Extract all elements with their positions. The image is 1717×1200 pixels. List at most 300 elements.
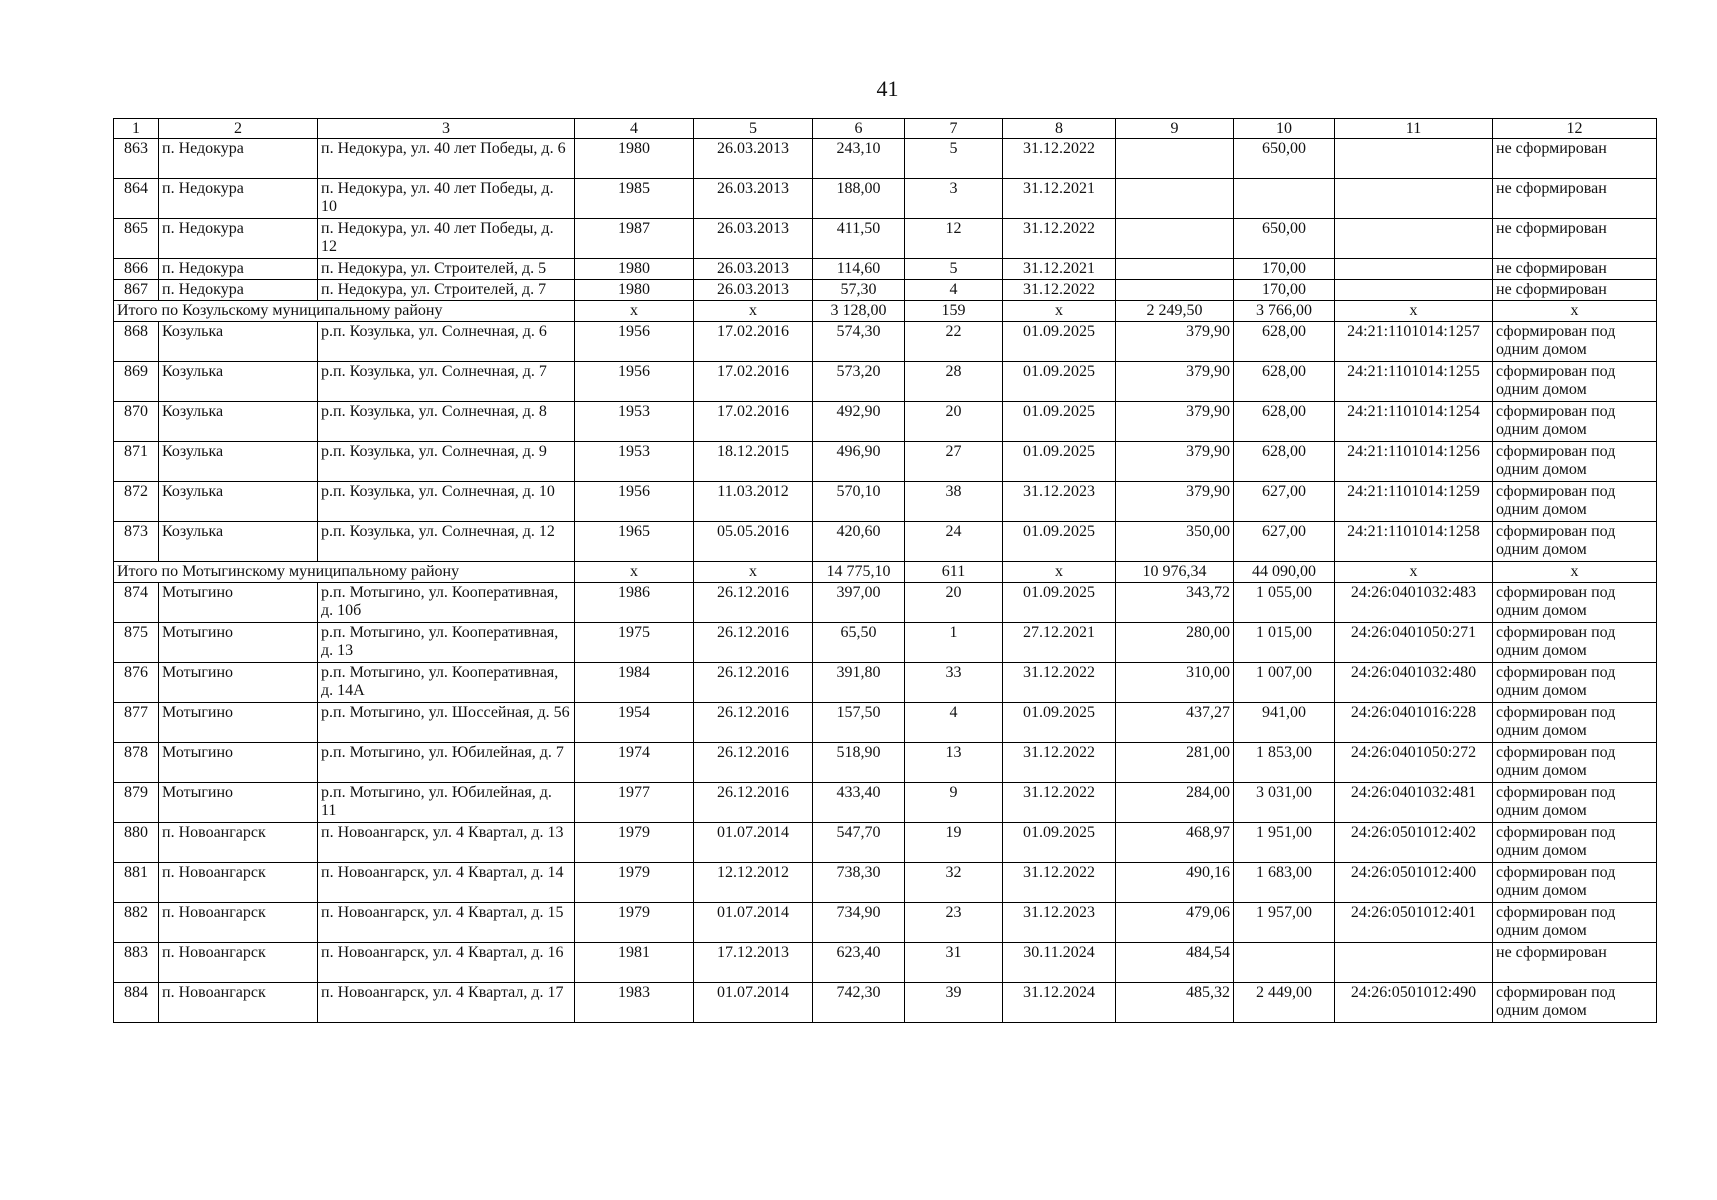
table-cell: 24:26:0401016:228 xyxy=(1335,703,1493,743)
table-cell: 1979 xyxy=(575,903,694,943)
table-cell: 19 xyxy=(905,823,1003,863)
table-cell: п. Недокура xyxy=(159,259,318,280)
table-cell: 518,90 xyxy=(813,743,905,783)
table-cell: п. Новоангарск xyxy=(159,943,318,983)
table-cell: 628,00 xyxy=(1234,402,1335,442)
table-cell: 26.03.2013 xyxy=(694,179,813,219)
table-cell: 114,60 xyxy=(813,259,905,280)
table-cell: 18.12.2015 xyxy=(694,442,813,482)
total-cell: 159 xyxy=(905,301,1003,322)
table-cell: 24:26:0401050:272 xyxy=(1335,743,1493,783)
table-cell: п. Новоангарск, ул. 4 Квартал, д. 17 xyxy=(318,983,575,1023)
table-cell: 1 957,00 xyxy=(1234,903,1335,943)
table-cell: сформирован под одним домом xyxy=(1493,442,1657,482)
table-cell: 738,30 xyxy=(813,863,905,903)
table-cell: 38 xyxy=(905,482,1003,522)
table-cell: 880 xyxy=(114,823,159,863)
table-cell: 33 xyxy=(905,663,1003,703)
table-cell: 24:21:1101014:1258 xyxy=(1335,522,1493,562)
table-cell: 866 xyxy=(114,259,159,280)
table-cell: сформирован под одним домом xyxy=(1493,322,1657,362)
table-cell: 3 031,00 xyxy=(1234,783,1335,823)
total-cell: х xyxy=(575,301,694,322)
total-cell: х xyxy=(1493,301,1657,322)
total-cell: х xyxy=(694,562,813,583)
total-cell: х xyxy=(1003,301,1116,322)
table-cell: п. Новоангарск xyxy=(159,903,318,943)
table-cell: 411,50 xyxy=(813,219,905,259)
table-cell: 05.05.2016 xyxy=(694,522,813,562)
table-cell: сформирован под одним домом xyxy=(1493,863,1657,903)
table-cell: 1953 xyxy=(575,402,694,442)
table-cell: 31.12.2022 xyxy=(1003,863,1116,903)
table-cell: 39 xyxy=(905,983,1003,1023)
table-cell: п. Недокура xyxy=(159,280,318,301)
table-cell: 31.12.2022 xyxy=(1003,280,1116,301)
table-cell: 01.09.2025 xyxy=(1003,522,1116,562)
table-cell: п. Недокура, ул. 40 лет Победы, д. 6 xyxy=(318,139,575,179)
table-cell: 01.07.2014 xyxy=(694,983,813,1023)
table-cell: 31 xyxy=(905,943,1003,983)
table-cell: 26.03.2013 xyxy=(694,139,813,179)
table-cell: 01.09.2025 xyxy=(1003,823,1116,863)
table-cell: 863 xyxy=(114,139,159,179)
table-row xyxy=(114,863,1657,903)
table-cell: 24 xyxy=(905,522,1003,562)
table-cell xyxy=(1116,259,1234,280)
table-cell: 1984 xyxy=(575,663,694,703)
table-cell: 31.12.2021 xyxy=(1003,179,1116,219)
table-cell: Козулька xyxy=(159,442,318,482)
table-row xyxy=(114,583,1657,623)
table-cell: 627,00 xyxy=(1234,522,1335,562)
table-cell: 3 xyxy=(905,179,1003,219)
table-cell: р.п. Мотыгино, ул. Кооперативная, д. 13 xyxy=(318,623,575,663)
total-cell: х xyxy=(1493,562,1657,583)
table-cell: 496,90 xyxy=(813,442,905,482)
table-cell: 1954 xyxy=(575,703,694,743)
table-cell: Мотыгино xyxy=(159,663,318,703)
table-cell: 865 xyxy=(114,219,159,259)
total-cell: 10 976,34 xyxy=(1116,562,1234,583)
table-cell: 485,32 xyxy=(1116,983,1234,1023)
table-cell: 170,00 xyxy=(1234,280,1335,301)
table-cell: 379,90 xyxy=(1116,322,1234,362)
total-cell: 3 128,00 xyxy=(813,301,905,322)
table-cell: 26.12.2016 xyxy=(694,783,813,823)
table-cell: 24:26:0501012:402 xyxy=(1335,823,1493,863)
total-cell: 44 090,00 xyxy=(1234,562,1335,583)
table-cell: 20 xyxy=(905,402,1003,442)
table-cell: 492,90 xyxy=(813,402,905,442)
table-cell: 1975 xyxy=(575,623,694,663)
total-cell: 14 775,10 xyxy=(813,562,905,583)
table-cell: 871 xyxy=(114,442,159,482)
table-cell: 26.12.2016 xyxy=(694,703,813,743)
table-cell: 350,00 xyxy=(1116,522,1234,562)
table-row xyxy=(114,259,1657,280)
table-row xyxy=(114,823,1657,863)
table-cell: 281,00 xyxy=(1116,743,1234,783)
table-cell: 32 xyxy=(905,863,1003,903)
table-cell: р.п. Мотыгино, ул. Кооперативная, д. 14А xyxy=(318,663,575,703)
table-cell: 875 xyxy=(114,623,159,663)
header-row xyxy=(114,119,1657,139)
table-cell: 343,72 xyxy=(1116,583,1234,623)
table-cell: р.п. Козулька, ул. Солнечная, д. 7 xyxy=(318,362,575,402)
table-cell: 65,50 xyxy=(813,623,905,663)
table-cell: Мотыгино xyxy=(159,743,318,783)
table-cell: п. Недокура, ул. Строителей, д. 7 xyxy=(318,280,575,301)
table-cell: 391,80 xyxy=(813,663,905,703)
table-row xyxy=(114,903,1657,943)
table-cell xyxy=(1234,179,1335,219)
table-cell: не сформирован xyxy=(1493,259,1657,280)
table-cell: Мотыгино xyxy=(159,703,318,743)
table-cell: п. Новоангарск xyxy=(159,823,318,863)
table-cell: 170,00 xyxy=(1234,259,1335,280)
table-cell: 24:21:1101014:1259 xyxy=(1335,482,1493,522)
table-cell: Козулька xyxy=(159,322,318,362)
table-cell: 17.02.2016 xyxy=(694,362,813,402)
table-cell: р.п. Мотыгино, ул. Юбилейная, д. 11 xyxy=(318,783,575,823)
table-cell xyxy=(1335,259,1493,280)
table-cell: 1980 xyxy=(575,139,694,179)
table-cell: 547,70 xyxy=(813,823,905,863)
table-cell: 1 683,00 xyxy=(1234,863,1335,903)
table-cell: 881 xyxy=(114,863,159,903)
table-cell: 1 xyxy=(905,623,1003,663)
table-cell: 01.09.2025 xyxy=(1003,402,1116,442)
table-cell: 12 xyxy=(905,219,1003,259)
table-cell: 734,90 xyxy=(813,903,905,943)
housing-table xyxy=(113,118,1657,1023)
table-row xyxy=(114,663,1657,703)
table-cell: 873 xyxy=(114,522,159,562)
column-header: 11 xyxy=(1335,119,1493,139)
table-cell: 1983 xyxy=(575,983,694,1023)
table-cell: п. Новоангарск, ул. 4 Квартал, д. 13 xyxy=(318,823,575,863)
table-cell: 24:26:0401032:480 xyxy=(1335,663,1493,703)
table-cell: 650,00 xyxy=(1234,219,1335,259)
total-cell: 611 xyxy=(905,562,1003,583)
table-cell: 883 xyxy=(114,943,159,983)
table-cell: п. Недокура xyxy=(159,219,318,259)
table-row xyxy=(114,219,1657,259)
total-label: Итого по Мотыгинскому муниципальному району xyxy=(114,562,575,583)
table-cell: 157,50 xyxy=(813,703,905,743)
table-cell: 26.03.2013 xyxy=(694,280,813,301)
table-cell: 868 xyxy=(114,322,159,362)
table-cell xyxy=(1116,219,1234,259)
table-cell: 5 xyxy=(905,139,1003,179)
column-header: 7 xyxy=(905,119,1003,139)
table-row xyxy=(114,362,1657,402)
total-cell: х xyxy=(1335,301,1493,322)
table-row xyxy=(114,943,1657,983)
column-header: 2 xyxy=(159,119,318,139)
table-cell: п. Новоангарск, ул. 4 Квартал, д. 15 xyxy=(318,903,575,943)
table-cell: 24:26:0501012:400 xyxy=(1335,863,1493,903)
table-cell: п. Новоангарск, ул. 4 Квартал, д. 16 xyxy=(318,943,575,983)
table-cell: р.п. Мотыгино, ул. Шоссейная, д. 56 xyxy=(318,703,575,743)
table-cell: 26.12.2016 xyxy=(694,583,813,623)
column-header: 1 xyxy=(114,119,159,139)
table-cell: п. Недокура, ул. 40 лет Победы, д. 10 xyxy=(318,179,575,219)
table-cell: 1953 xyxy=(575,442,694,482)
table-cell: 12.12.2012 xyxy=(694,863,813,903)
table-cell: 742,30 xyxy=(813,983,905,1023)
table-cell: 01.09.2025 xyxy=(1003,362,1116,402)
table-cell: сформирован под одним домом xyxy=(1493,783,1657,823)
table-cell xyxy=(1234,943,1335,983)
district-total-row xyxy=(114,562,1657,583)
table-cell: 26.12.2016 xyxy=(694,743,813,783)
table-cell: 01.09.2025 xyxy=(1003,703,1116,743)
total-cell: х xyxy=(694,301,813,322)
table-cell: 27.12.2021 xyxy=(1003,623,1116,663)
table-cell: 484,54 xyxy=(1116,943,1234,983)
table-cell xyxy=(1335,179,1493,219)
table-cell: 379,90 xyxy=(1116,362,1234,402)
table-cell: 31.12.2023 xyxy=(1003,482,1116,522)
table-cell: не сформирован xyxy=(1493,219,1657,259)
table-cell: 31.12.2022 xyxy=(1003,139,1116,179)
table-row xyxy=(114,703,1657,743)
table-cell: 26.12.2016 xyxy=(694,623,813,663)
table-cell: Козулька xyxy=(159,362,318,402)
table-row xyxy=(114,442,1657,482)
table-cell: 4 xyxy=(905,703,1003,743)
table-row xyxy=(114,623,1657,663)
table-cell: 867 xyxy=(114,280,159,301)
table-cell: 24:26:0401050:271 xyxy=(1335,623,1493,663)
district-total-row xyxy=(114,301,1657,322)
table-cell: 24:26:0501012:401 xyxy=(1335,903,1493,943)
table-cell: 31.12.2022 xyxy=(1003,743,1116,783)
table-cell: не сформирован xyxy=(1493,943,1657,983)
table-cell: 01.07.2014 xyxy=(694,823,813,863)
table-cell: 628,00 xyxy=(1234,322,1335,362)
table-cell: р.п. Козулька, ул. Солнечная, д. 6 xyxy=(318,322,575,362)
table-cell: 1 015,00 xyxy=(1234,623,1335,663)
column-header: 8 xyxy=(1003,119,1116,139)
table-cell: 1987 xyxy=(575,219,694,259)
table-cell: 31.12.2023 xyxy=(1003,903,1116,943)
total-cell: 3 766,00 xyxy=(1234,301,1335,322)
table-cell: 24:21:1101014:1256 xyxy=(1335,442,1493,482)
table-cell: 17.12.2013 xyxy=(694,943,813,983)
table-row xyxy=(114,402,1657,442)
table-cell: 870 xyxy=(114,402,159,442)
table-cell: р.п. Козулька, ул. Солнечная, д. 9 xyxy=(318,442,575,482)
table-cell: 879 xyxy=(114,783,159,823)
total-cell: х xyxy=(1003,562,1116,583)
table-cell: 1 951,00 xyxy=(1234,823,1335,863)
table-cell: п. Новоангарск, ул. 4 Квартал, д. 14 xyxy=(318,863,575,903)
table-cell: 30.11.2024 xyxy=(1003,943,1116,983)
table-cell: р.п. Мотыгино, ул. Кооперативная, д. 10б xyxy=(318,583,575,623)
table-row xyxy=(114,743,1657,783)
table-cell: 1 007,00 xyxy=(1234,663,1335,703)
table-cell: 2 449,00 xyxy=(1234,983,1335,1023)
table-cell: 941,00 xyxy=(1234,703,1335,743)
table-cell: 379,90 xyxy=(1116,402,1234,442)
table-cell: 27 xyxy=(905,442,1003,482)
table-cell: 1986 xyxy=(575,583,694,623)
table-cell: сформирован под одним домом xyxy=(1493,482,1657,522)
table-cell: не сформирован xyxy=(1493,139,1657,179)
table-cell: не сформирован xyxy=(1493,280,1657,301)
table-cell: 650,00 xyxy=(1234,139,1335,179)
table-cell: 1974 xyxy=(575,743,694,783)
total-cell: 2 249,50 xyxy=(1116,301,1234,322)
table-cell: р.п. Козулька, ул. Солнечная, д. 8 xyxy=(318,402,575,442)
table-cell: сформирован под одним домом xyxy=(1493,583,1657,623)
table-cell: 284,00 xyxy=(1116,783,1234,823)
table-cell: 1977 xyxy=(575,783,694,823)
table-cell: не сформирован xyxy=(1493,179,1657,219)
table-row xyxy=(114,179,1657,219)
table-cell: 24:21:1101014:1254 xyxy=(1335,402,1493,442)
table-cell: 17.02.2016 xyxy=(694,322,813,362)
table-cell: 397,00 xyxy=(813,583,905,623)
table-cell: 627,00 xyxy=(1234,482,1335,522)
table-cell: 420,60 xyxy=(813,522,905,562)
table-cell: Мотыгино xyxy=(159,623,318,663)
table-cell: сформирован под одним домом xyxy=(1493,703,1657,743)
table-cell: 31.12.2022 xyxy=(1003,783,1116,823)
table-cell: 01.09.2025 xyxy=(1003,442,1116,482)
table-cell: 9 xyxy=(905,783,1003,823)
table-cell: 1979 xyxy=(575,863,694,903)
table-cell: 1956 xyxy=(575,482,694,522)
table-cell: 24:26:0501012:490 xyxy=(1335,983,1493,1023)
column-header: 4 xyxy=(575,119,694,139)
table-cell: сформирован под одним домом xyxy=(1493,402,1657,442)
table-cell xyxy=(1335,219,1493,259)
table-cell: Козулька xyxy=(159,402,318,442)
table-cell: 24:21:1101014:1257 xyxy=(1335,322,1493,362)
table-cell: р.п. Мотыгино, ул. Юбилейная, д. 7 xyxy=(318,743,575,783)
table-cell: 280,00 xyxy=(1116,623,1234,663)
table-cell: сформирован под одним домом xyxy=(1493,743,1657,783)
total-label: Итого по Козульскому муниципальному району xyxy=(114,301,575,322)
table-cell: 57,30 xyxy=(813,280,905,301)
table-cell: сформирован под одним домом xyxy=(1493,663,1657,703)
column-header: 3 xyxy=(318,119,575,139)
table-row xyxy=(114,482,1657,522)
table-cell: 188,00 xyxy=(813,179,905,219)
table-cell: 1 055,00 xyxy=(1234,583,1335,623)
table-cell: 20 xyxy=(905,583,1003,623)
table-cell: 468,97 xyxy=(1116,823,1234,863)
table-cell: 628,00 xyxy=(1234,442,1335,482)
table-cell: п. Новоангарск xyxy=(159,863,318,903)
table-cell: 876 xyxy=(114,663,159,703)
table-cell: 243,10 xyxy=(813,139,905,179)
table-cell: 24:26:0401032:483 xyxy=(1335,583,1493,623)
table-row xyxy=(114,522,1657,562)
table-cell: 882 xyxy=(114,903,159,943)
table-cell: сформирован под одним домом xyxy=(1493,903,1657,943)
table-cell: 1980 xyxy=(575,280,694,301)
table-cell: сформирован под одним домом xyxy=(1493,522,1657,562)
table-cell: 01.07.2014 xyxy=(694,903,813,943)
table-cell xyxy=(1116,139,1234,179)
table-cell: 24:26:0401032:481 xyxy=(1335,783,1493,823)
total-cell: х xyxy=(1335,562,1493,583)
table-cell: 24:21:1101014:1255 xyxy=(1335,362,1493,402)
table-cell: 479,06 xyxy=(1116,903,1234,943)
table-row xyxy=(114,322,1657,362)
table-cell: 864 xyxy=(114,179,159,219)
table-cell: 433,40 xyxy=(813,783,905,823)
table-cell xyxy=(1335,139,1493,179)
table-cell: Мотыгино xyxy=(159,583,318,623)
table-row xyxy=(114,139,1657,179)
table-cell: 01.09.2025 xyxy=(1003,583,1116,623)
table-cell: 872 xyxy=(114,482,159,522)
column-header: 12 xyxy=(1493,119,1657,139)
table-row xyxy=(114,783,1657,823)
table-cell: сформирован под одним домом xyxy=(1493,823,1657,863)
table-cell: 574,30 xyxy=(813,322,905,362)
table-cell: 570,10 xyxy=(813,482,905,522)
table-cell xyxy=(1116,280,1234,301)
table-cell: 22 xyxy=(905,322,1003,362)
table-cell: сформирован под одним домом xyxy=(1493,983,1657,1023)
table-cell: 1981 xyxy=(575,943,694,983)
column-header: 5 xyxy=(694,119,813,139)
table-cell: 23 xyxy=(905,903,1003,943)
table-cell: 5 xyxy=(905,259,1003,280)
total-cell: х xyxy=(575,562,694,583)
table-row xyxy=(114,280,1657,301)
table-cell: 1979 xyxy=(575,823,694,863)
table-cell: 878 xyxy=(114,743,159,783)
table-cell: 623,40 xyxy=(813,943,905,983)
table-cell: 1985 xyxy=(575,179,694,219)
table-cell: р.п. Козулька, ул. Солнечная, д. 12 xyxy=(318,522,575,562)
table-cell: Козулька xyxy=(159,482,318,522)
table-cell: 884 xyxy=(114,983,159,1023)
table-cell: 379,90 xyxy=(1116,482,1234,522)
table-cell: 490,16 xyxy=(1116,863,1234,903)
table-cell: 379,90 xyxy=(1116,442,1234,482)
table-cell: Козулька xyxy=(159,522,318,562)
table-cell: 1956 xyxy=(575,362,694,402)
table-cell: 01.09.2025 xyxy=(1003,322,1116,362)
table-cell: п. Недокура, ул. Строителей, д. 5 xyxy=(318,259,575,280)
table-cell: 1980 xyxy=(575,259,694,280)
table-cell: 877 xyxy=(114,703,159,743)
table-cell xyxy=(1335,280,1493,301)
table-cell xyxy=(1116,179,1234,219)
table-cell: 26.03.2013 xyxy=(694,259,813,280)
table-cell: 869 xyxy=(114,362,159,402)
table-cell: 26.12.2016 xyxy=(694,663,813,703)
table-cell: 573,20 xyxy=(813,362,905,402)
table-cell: сформирован под одним домом xyxy=(1493,362,1657,402)
table-cell: 31.12.2022 xyxy=(1003,663,1116,703)
column-header: 10 xyxy=(1234,119,1335,139)
table-cell: 17.02.2016 xyxy=(694,402,813,442)
table-cell: 28 xyxy=(905,362,1003,402)
table-cell: 31.12.2022 xyxy=(1003,219,1116,259)
column-header: 6 xyxy=(813,119,905,139)
table-row xyxy=(114,983,1657,1023)
